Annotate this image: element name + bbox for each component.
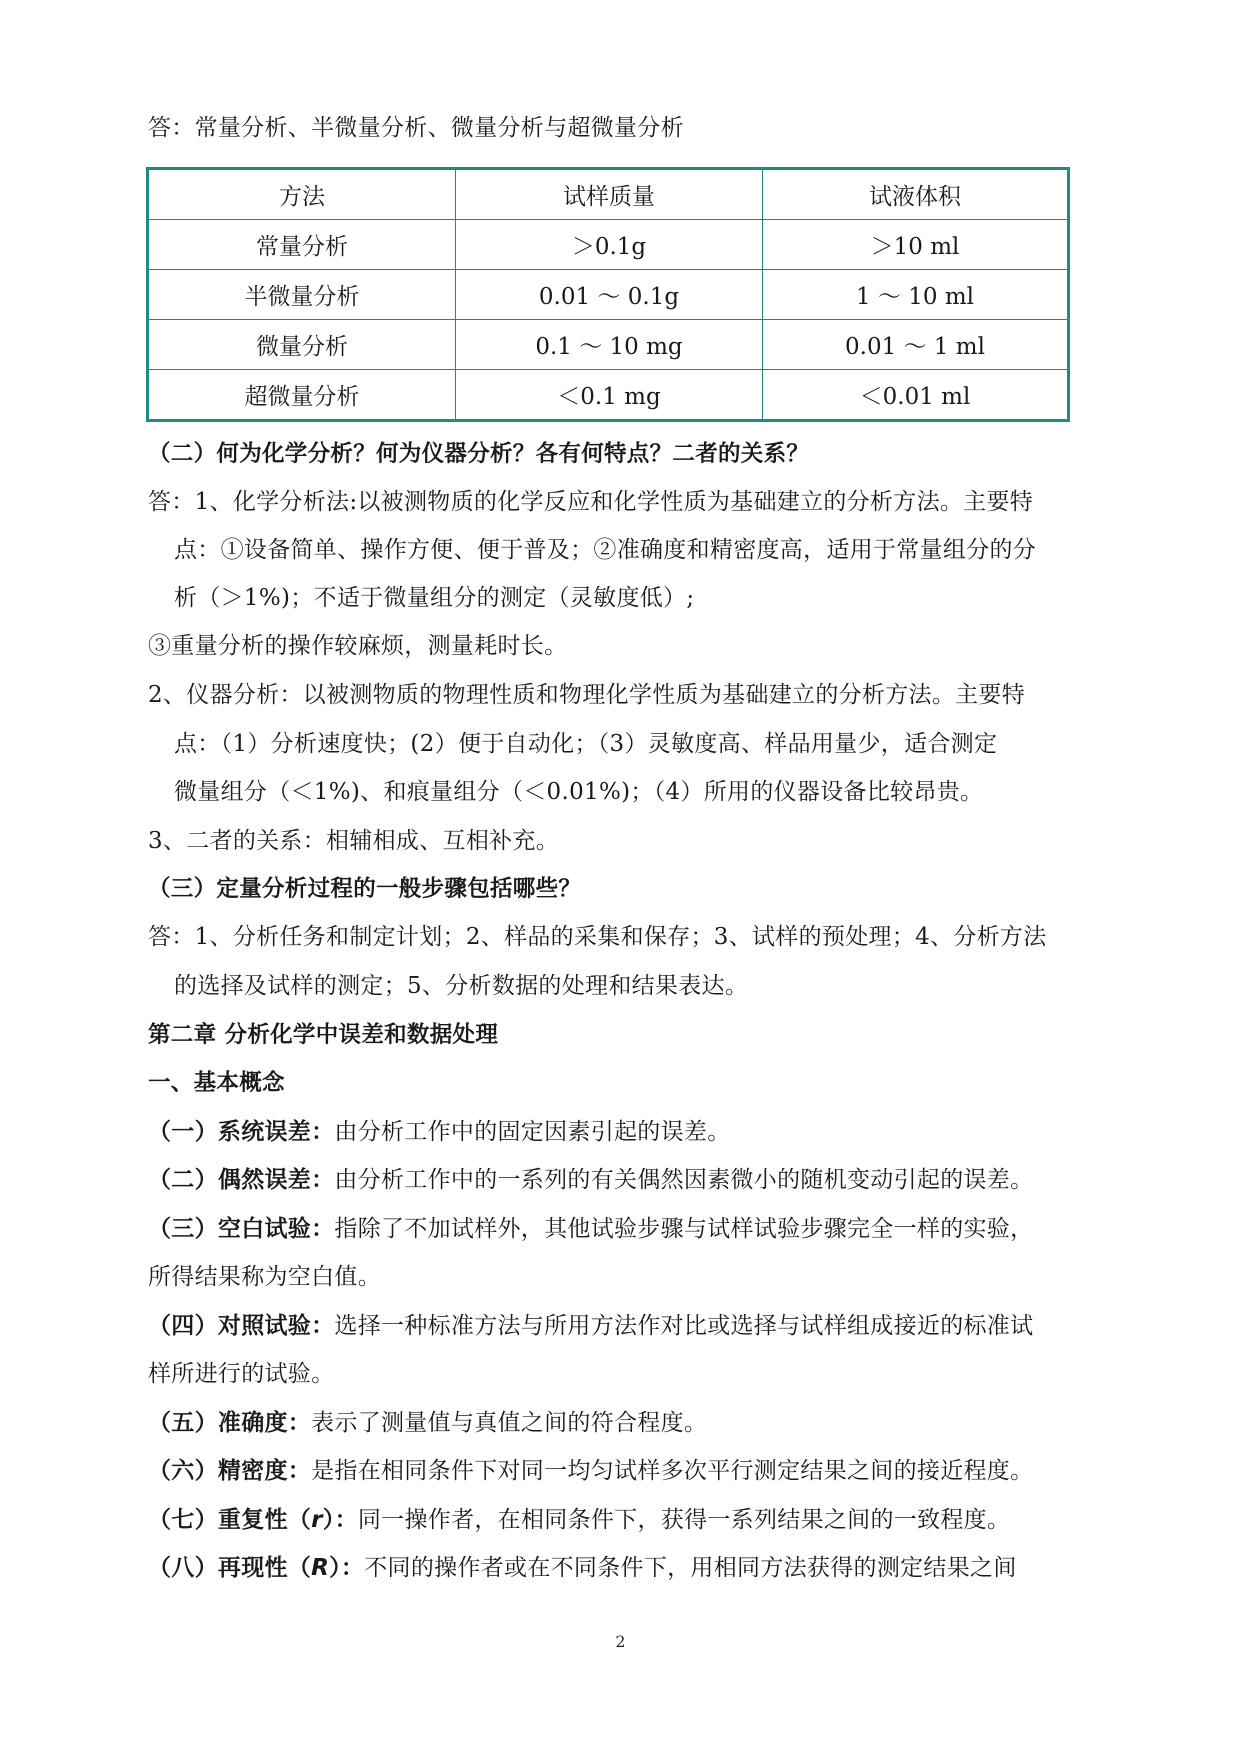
concept-repeatability xyxy=(148,1505,1098,1535)
table-cell: 半微量分析 xyxy=(148,270,456,320)
q2-line-5: 2、仪器分析：以被测物质的物理性质和物理化学性质为基础建立的分析方法。主要特 xyxy=(148,682,1026,708)
concept-reproducibility xyxy=(148,1553,1098,1583)
table-cell: 0.01 ～ 1 ml xyxy=(763,320,1069,370)
table-cell: 常量分析 xyxy=(148,220,456,270)
q2-line-7: 微量组分（＜1%)、和痕量组分（＜0.01%)；（4）所用的仪器设备比较昂贵。 xyxy=(174,779,984,805)
q3-line-2: 的选择及试样的测定；5、分析数据的处理和结果表达。 xyxy=(174,973,749,999)
table-cell: ＞10 ml xyxy=(763,220,1069,270)
table-row xyxy=(148,220,1069,270)
q2-line-6: 点：（1）分析速度快；(2）便于自动化；（3）灵敏度高、样品用量少，适合测定 xyxy=(174,731,998,757)
q3-line-1: 答：1、分析任务和制定计划；2、样品的采集和保存；3、试样的预处理；4、分析方法 xyxy=(148,924,1047,950)
concept-symbol: r xyxy=(311,1507,323,1533)
concept-term: （五）准确度： xyxy=(148,1410,312,1436)
q2-line-8: 3、二者的关系：相辅相成、互相补充。 xyxy=(148,828,560,854)
section-heading: 一、基本概念 xyxy=(148,1070,285,1096)
table-cell: 0.1 ～ 10 mg xyxy=(456,320,763,370)
concept-term: （七）重复性（ xyxy=(148,1507,312,1533)
question-2-heading: （二）何为化学分析？何为仪器分析？各有何特点？二者的关系？ xyxy=(148,441,810,467)
question-3-heading: （三）定量分析过程的一般步骤包括哪些？ xyxy=(148,876,582,902)
concept-blank-test-cont: 所得结果称为空白值。 xyxy=(148,1264,381,1290)
concept-term-end: ）： xyxy=(322,1507,358,1533)
concept-text: 由分析工作中的固定因素引起的误差。 xyxy=(334,1119,731,1145)
table-header-cell: 方法 xyxy=(148,169,456,220)
concept-control-test xyxy=(148,1311,1098,1341)
q2-line-4: ③重量分析的操作较麻烦，测量耗时长。 xyxy=(148,633,568,659)
table-row xyxy=(148,370,1069,421)
table-cell: 1 ～ 10 ml xyxy=(763,270,1069,320)
concept-text: 不同的操作者或在不同条件下，用相同方法获得的测定结果之间 xyxy=(364,1555,1017,1581)
concept-term: （二）偶然误差： xyxy=(148,1167,335,1193)
page-number: 2 xyxy=(615,1632,626,1651)
concept-text: 表示了测量值与真值之间的符合程度。 xyxy=(311,1410,708,1436)
table-header-cell: 试样质量 xyxy=(456,169,763,220)
chapter-heading: 第二章 分析化学中误差和数据处理 xyxy=(148,1022,499,1048)
concept-term: （八）再现性（ xyxy=(148,1555,312,1581)
concept-precision xyxy=(148,1456,1098,1486)
concept-text: 由分析工作中的一系列的有关偶然因素微小的随机变动引起的误差。 xyxy=(334,1167,1034,1193)
table-cell: ＜0.1 mg xyxy=(456,370,763,421)
concept-term: （四）对照试验： xyxy=(148,1313,335,1339)
table-cell: ＞0.1g xyxy=(456,220,763,270)
concept-control-test-cont: 样所进行的试验。 xyxy=(148,1361,335,1387)
concept-text: 指除了不加试样外，其他试验步骤与试样试验步骤完全一样的实验， xyxy=(334,1216,1034,1242)
table-cell: 微量分析 xyxy=(148,320,456,370)
concept-term-end: ）： xyxy=(329,1555,365,1581)
concept-blank-test xyxy=(148,1214,1098,1244)
q2-line-1: 答：1、化学分析法:以被测物质的化学反应和化学性质为基础建立的分析方法。主要特 xyxy=(148,489,1034,515)
table-row xyxy=(148,270,1069,320)
table-header-row xyxy=(148,169,1069,220)
table-cell: 0.01 ～ 0.1g xyxy=(456,270,763,320)
concept-term: （三）空白试验： xyxy=(148,1216,335,1242)
table-row xyxy=(148,320,1069,370)
concept-symbol: R xyxy=(311,1555,330,1581)
concept-text: 同一操作者，在相同条件下，获得一系列结果之间的一致程度。 xyxy=(357,1507,1011,1533)
concept-term: （一）系统误差： xyxy=(148,1119,335,1145)
table-header-cell: 试液体积 xyxy=(763,169,1069,220)
concept-text: 是指在相同条件下对同一均匀试样多次平行测定结果之间的接近程度。 xyxy=(311,1458,1034,1484)
concept-random-error xyxy=(148,1165,1098,1195)
q2-line-2: 点：①设备简单、操作方便、便于普及；②准确度和精密度高，适用于常量组分的分 xyxy=(174,537,1037,563)
answer-intro: 答：常量分析、半微量分析、微量分析与超微量分析 xyxy=(148,115,684,141)
table-cell: 超微量分析 xyxy=(148,370,456,421)
concept-systematic-error xyxy=(148,1117,1098,1147)
concept-text: 选择一种标准方法与所用方法作对比或选择与试样组成接近的标准试 xyxy=(334,1313,1034,1339)
table-cell: ＜0.01 ml xyxy=(763,370,1069,421)
q2-line-3: 析（＞1%)；不适于微量组分的测定（灵敏度低）; xyxy=(174,585,695,611)
concept-term: （六）精密度： xyxy=(148,1458,312,1484)
analysis-table xyxy=(146,167,1070,422)
concept-accuracy xyxy=(148,1408,1098,1438)
